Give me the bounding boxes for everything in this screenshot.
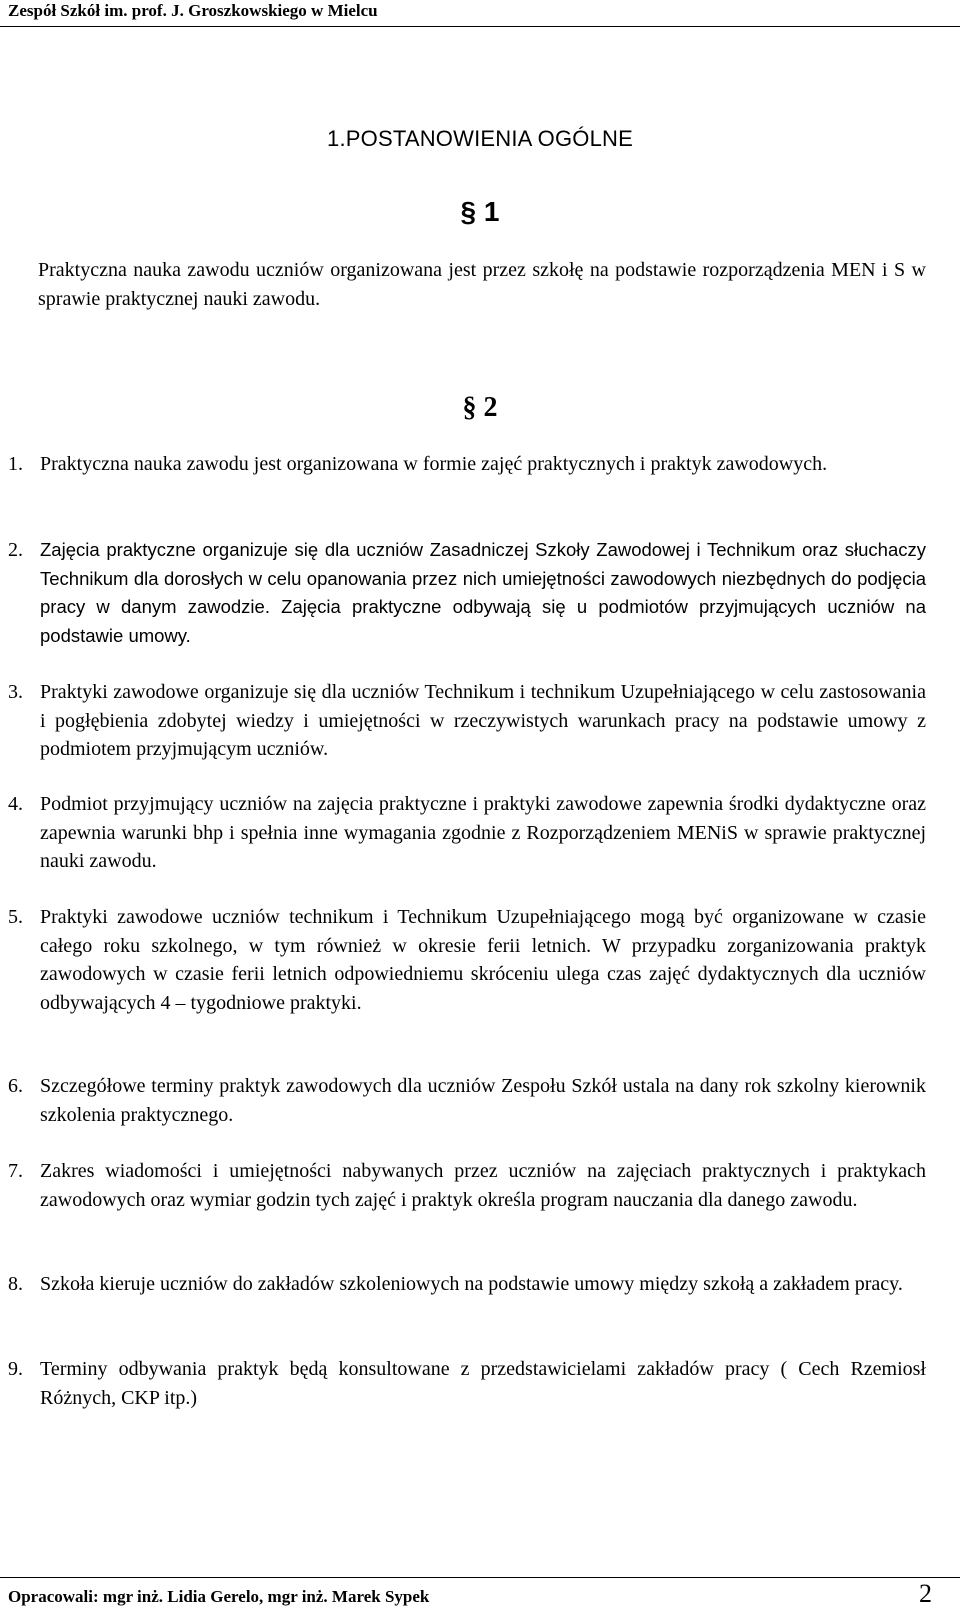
section-1-paragraph: Praktyczna nauka zawodu uczniów organizowana jest przez szkołę na podstawie rozporządzenia MEN i S w sprawie praktycznej nauki zawodu. bbox=[38, 259, 926, 310]
list-item-text: Podmiot przyjmujący uczniów na zajęcia praktyczne i praktyki zawodowe zapewnia środki dydaktyczne oraz zapewnia warunki bhp i spełnia inne wymagania zgodnie z Rozporządzeniem MENiS w sprawie praktycznej nauki zawodu. bbox=[40, 793, 926, 872]
list-item-text: Szczegółowe terminy praktyk zawodowych dla uczniów Zespołu Szkół ustala na dany rok szkolny kierownik szkolenia praktycznego. bbox=[40, 1075, 926, 1126]
list-item-3 bbox=[8, 678, 926, 764]
list-item-text: Praktyczna nauka zawodu jest organizowana w formie zajęć praktycznych i praktyk zawodowych. bbox=[40, 453, 828, 475]
footer-authors: Opracowali: mgr inż. Lidia Gerelo, mgr inż. Marek Sypek bbox=[8, 1587, 430, 1606]
list-item-6 bbox=[8, 1072, 926, 1129]
list-item-4 bbox=[8, 790, 926, 876]
list-item-text: Terminy odbywania praktyk będą konsultowane z przedstawicielami zakładów pracy ( Cech Rzemiosł Różnych, CKP itp.) bbox=[40, 1358, 926, 1409]
list-item-number: 4. bbox=[8, 793, 23, 815]
list-item-1 bbox=[8, 450, 926, 479]
list-item-text: Praktyki zawodowe uczniów technikum i Technikum Uzupełniającego mogą być organizowane w czasie całego roku szkolnego, w tym również w okresie ferii letnich. W przypadku zorganizowania praktyk zawodowych w czasie ferii letnich odpowiedniemu skróceniu ulega czas zajęć dydaktycznych dla uczniów odbywających 4 – tygodniowe praktyki. bbox=[40, 906, 926, 1014]
page-number: 2 bbox=[919, 1579, 932, 1608]
list-item-number: 9. bbox=[8, 1358, 23, 1380]
list-item-number: 8. bbox=[8, 1273, 23, 1295]
list-item-number: 2. bbox=[8, 539, 23, 561]
list-item-9 bbox=[8, 1355, 926, 1412]
list-item-5 bbox=[8, 903, 926, 1017]
list-item-2 bbox=[8, 536, 926, 650]
list-item-number: 6. bbox=[8, 1075, 23, 1097]
list-item-number: 3. bbox=[8, 681, 23, 703]
list-item-text: Zakres wiadomości i umiejętności nabywanych przez uczniów na zajęciach praktycznych i praktykach zawodowych oraz wymiar godzin tych zajęć i praktyk określa program nauczania dla danego zawodu. bbox=[40, 1160, 926, 1211]
header-divider bbox=[0, 26, 960, 27]
list-item-7 bbox=[8, 1157, 926, 1214]
list-item-number: 1. bbox=[8, 453, 23, 475]
list-item-text: Praktyki zawodowe organizuje się dla uczniów Technikum i technikum Uzupełniającego w celu zastosowania i pogłębienia zdobytej wiedzy i umiejętności w rzeczywistych warunkach pracy na podstawie umowy z podmiotem przyjmującym uczniów. bbox=[40, 681, 926, 760]
list-item-text: Zajęcia praktyczne organizuje się dla uczniów Zasadniczej Szkoły Zawodowej i Technikum oraz słuchaczy Technikum dla dorosłych w celu opanowania przez nich umiejętności zawodowych niezbędnych do podjęcia pracy w danym zawodzie. Zajęcia praktyczne odbywają się u podmiotów przyjmujących uczniów na podstawie umowy. bbox=[40, 539, 926, 646]
list-item-text: Szkoła kieruje uczniów do zakładów szkoleniowych na podstawie umowy między szkołą a zakładem pracy. bbox=[40, 1273, 903, 1295]
document-header: Zespół Szkół im. prof. J. Groszkowskiego w Mielcu bbox=[8, 1, 378, 20]
list-item-8 bbox=[8, 1270, 926, 1299]
list-item-number: 7. bbox=[8, 1160, 23, 1182]
section-mark-1: § 1 bbox=[460, 196, 500, 227]
footer-divider bbox=[0, 1577, 960, 1578]
section-mark-2: § 2 bbox=[462, 392, 498, 423]
list-item-number: 5. bbox=[8, 906, 23, 928]
chapter-heading: 1.POSTANOWIENIA OGÓLNE bbox=[327, 126, 633, 151]
